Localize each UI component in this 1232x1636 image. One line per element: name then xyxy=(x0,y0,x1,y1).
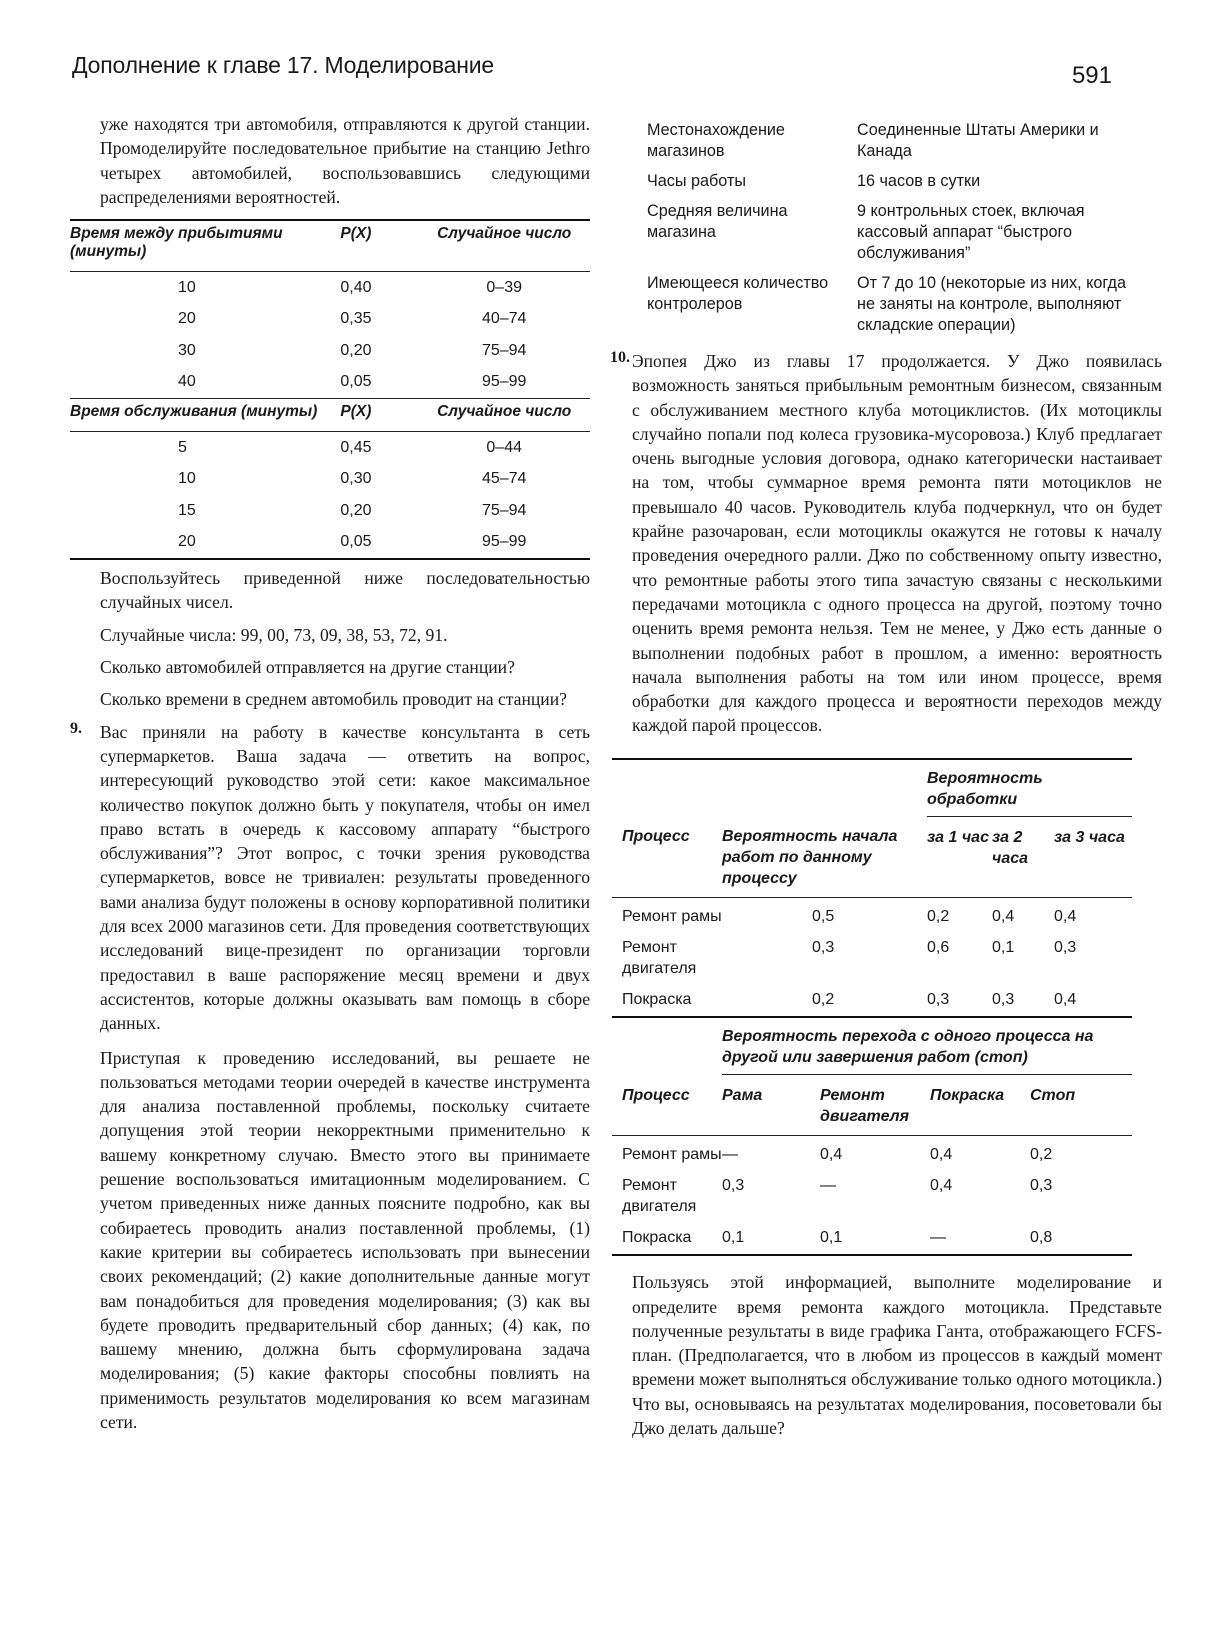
problem-10-paragraph-1: Эпопея Джо из главы 17 продолжается. У Джо появилась возможность заняться прибыльным ремонтным бизнесом, связанным с обслуживанием местного клуба мотоциклистов. (Их мотоциклы случайно попали под колеса грузовика-мусоровоза.) Клуб предлагает очень выгодные условия договора, однако категорически настаивает на том, чтобы суммарное время ремонта пяти мотоциклов не превышало 40 часов. Руководитель клуба подчеркнул, что он будет крайне разочарован, если мотоциклы окажутся не готовы к началу проведения очередного ралли. Джо по собственному опыту известно, что ремонтные работы этого типа зачастую связаны с несколькими передачами мотоцикла с одного процесса на другой, поэтому точно оценить время ремонта нельзя. Тем не менее, у Джо есть данные о выполнении подобных работ в прошлом, а именно: вероятность начала выполнения работы на том или ином процессе, время обработки для каждого процесса и вероятности переходов между каждой парой процессов. xyxy=(632,351,1162,736)
service-col-time: Время обслуживания (минуты) xyxy=(70,403,318,421)
table-cell: Покраска xyxy=(622,991,692,1009)
table-cell: 0,1 xyxy=(722,1229,745,1247)
table-cell: 0,3 xyxy=(992,991,1015,1009)
table-cell: 75–94 xyxy=(481,341,527,359)
store-value: От 7 до 10 (некоторые из них, когда не заняты на контроле, выполняют складские операции) xyxy=(857,274,1126,334)
service-table xyxy=(70,398,590,560)
store-value: 16 часов в сутки xyxy=(857,172,981,190)
table-cell: 95–99 xyxy=(481,373,527,391)
transition-col-stop: Стоп xyxy=(1030,1087,1076,1105)
table-cell: 0,4 xyxy=(930,1146,953,1164)
table-cell: — xyxy=(722,1146,738,1164)
table-cell: 0,5 xyxy=(812,908,835,926)
table-cell: 0,3 xyxy=(927,991,950,1009)
transition-col-frame: Рама xyxy=(722,1087,763,1105)
table-cell: 0,2 xyxy=(1030,1146,1053,1164)
table-cell: 0,3 xyxy=(1054,939,1077,957)
table-cell: 20 xyxy=(178,533,196,551)
table-cell: 0,3 xyxy=(722,1177,745,1195)
table-cell: 0,8 xyxy=(1030,1229,1053,1247)
table-cell: 10 xyxy=(178,470,196,488)
table-cell: 0,05 xyxy=(340,533,372,551)
table-cell: 95–99 xyxy=(481,533,527,551)
transition-group-header: Вероятность перехода с одного процесса на другой или завершения работ (стоп) xyxy=(722,1017,1132,1075)
table-cell: 0,6 xyxy=(927,939,950,957)
transition-col-paint: Покраска xyxy=(930,1087,1005,1105)
arrival-col-px: P(X) xyxy=(340,225,372,243)
store-value: 9 контрольных стоек, включая кассовый аппарат “быстрого обслуживания” xyxy=(857,202,1085,262)
table-cell: — xyxy=(930,1229,946,1247)
table-cell: 5 xyxy=(178,438,187,456)
store-label: Местонахождение магазинов xyxy=(647,121,785,160)
problem-10 xyxy=(610,349,1162,738)
table-cell: 0,3 xyxy=(812,939,835,957)
table-cell: 0–39 xyxy=(486,278,522,296)
table-cell: 0,4 xyxy=(992,908,1015,926)
table-cell: 45–74 xyxy=(481,470,527,488)
table-cell: 15 xyxy=(178,501,196,519)
table-cell: Ремонт рамы xyxy=(622,908,722,926)
table-cell: 0,4 xyxy=(1054,908,1077,926)
table-cell: 0,4 xyxy=(820,1146,843,1164)
question-time-text: Сколько времени в среднем автомобиль проводит на станции? xyxy=(100,689,567,710)
table-cell: 0,1 xyxy=(820,1229,843,1247)
table-cell: 0,05 xyxy=(340,373,372,391)
transition-col-process: Процесс xyxy=(622,1086,690,1104)
arrival-col-rand: Случайное число xyxy=(437,225,572,243)
store-label: Средняя величина магазина xyxy=(647,202,788,241)
table-cell: Ремонт рамы xyxy=(622,1146,722,1164)
right-column xyxy=(610,120,1162,1440)
table-cell: 75–94 xyxy=(481,501,527,519)
problem-9 xyxy=(70,720,590,1435)
use-sequence-text: Воспользуйтесь приведенной ниже последовательностью случайных чисел. xyxy=(100,568,590,613)
table-cell: 30 xyxy=(178,341,196,359)
processing-col-process: Процесс xyxy=(622,828,690,846)
question-cars-text: Сколько автомобилей отправляется на другие станции? xyxy=(100,657,515,678)
processing-col-h1: за 1 час xyxy=(927,828,989,846)
processing-col-h2: за 2 часа xyxy=(992,828,1029,867)
transition-table xyxy=(612,1016,1132,1256)
table-cell: 0,20 xyxy=(340,501,372,519)
table-cell: 20 xyxy=(178,310,196,328)
table-cell: 10 xyxy=(178,278,196,296)
table-cell: 40–74 xyxy=(481,310,527,328)
table-cell: 40 xyxy=(178,373,196,391)
table-cell: 0,1 xyxy=(992,939,1015,957)
table-cell: 0,20 xyxy=(340,341,372,359)
left-column xyxy=(70,112,590,1434)
intro-paragraph: уже находятся три автомобиля, отправляются к другой станции. Промоделируйте последовательное прибытие на станцию Jethro четырех автомобилей, воспользовавшись следующими распределениями вероятностей. xyxy=(100,114,590,207)
table-cell: 0–44 xyxy=(486,438,522,456)
arrival-table xyxy=(70,219,590,398)
table-cell: — xyxy=(820,1177,836,1195)
processing-group-header: Вероятность обработки xyxy=(927,759,1132,817)
table-cell: 0,3 xyxy=(1030,1177,1053,1195)
table-cell: Ремонт двигателя xyxy=(622,1177,697,1216)
table-cell: 0,45 xyxy=(340,438,372,456)
transition-col-engine: Ремонт двигателя xyxy=(820,1087,910,1126)
table-cell: 0,35 xyxy=(340,310,372,328)
table-cell: 0,2 xyxy=(927,908,950,926)
table-cell: 0,30 xyxy=(340,470,372,488)
problem-10-paragraph-2: Пользуясь этой информацией, выполните моделирование и определите время ремонта каждого мотоцикла. Представьте полученные результаты в виде графика Ганта, отображающего FCFS-план. (Предполагается, что в любом из процессов в каждый момент времени может выполняться обслуживание только одного мотоцикла.) Что вы, основываясь на результатах моделирования, посоветовали бы Джо делать дальше? xyxy=(632,1272,1162,1439)
table-cell: 0,4 xyxy=(1054,991,1077,1009)
store-label: Имеющееся количество контролеров xyxy=(647,274,829,313)
arrival-col-time: Время между прибытиями (минуты) xyxy=(70,225,283,261)
table-cell: 0,40 xyxy=(340,278,372,296)
table-cell: Покраска xyxy=(622,1229,692,1247)
processing-table xyxy=(612,758,1132,1017)
processing-col-h3: за 3 часа xyxy=(1054,828,1125,846)
store-label: Часы работы xyxy=(647,172,746,190)
page-number: 591 xyxy=(1071,62,1112,89)
problem-10-number: 10. xyxy=(610,349,630,366)
running-title: Дополнение к главе 17. Моделирование xyxy=(72,52,494,78)
processing-col-start: Вероятность начала работ по данному процессу xyxy=(722,828,898,888)
service-col-px: P(X) xyxy=(340,403,372,421)
problem-9-number: 9. xyxy=(70,719,82,737)
table-cell: Ремонт двигателя xyxy=(622,939,697,978)
store-info-table xyxy=(647,120,1147,345)
table-cell: 0,2 xyxy=(812,991,835,1009)
table-cell: 0,4 xyxy=(930,1177,953,1195)
service-col-rand: Случайное число xyxy=(437,403,572,421)
problem-9-paragraph-1: Вас приняли на работу в качестве консультанта в сеть супермаркетов. Ваша задача — ответить на вопрос, интересующий руководство этой сети: какое максимальное количество покупок должно быть у покупателя, чтобы он имел право встать в очередь к кассовому аппарату “быстрого обслуживания”? Этот вопрос, с точки зрения руководства супермаркетов, вовсе не тривиален: результаты проведенного вами анализа будут положены в основу корпоративной политики для всех 2000 магазинов сети. Для проведения соответствующих исследований вице-президент по организации торговли предоставил в ваше распоряжение месяц времени и двух ассистентов, которые должны оказывать вам помощь в сборе данных. xyxy=(100,721,590,1034)
store-value: Соединенные Штаты Америки и Канада xyxy=(857,121,1099,160)
problem-9-paragraph-2: Приступая к проведению исследований, вы решаете не пользоваться методами теории очередей в качестве инструмента для анализа поставленной проблемы, поскольку считаете допущения этой теории некорректными применительно к вашему конкретному случаю. Вместо этого вы принимаете решение воспользоваться имитационным моделированием. С учетом приведенных ниже данных поясните подробно, как вы собираетесь проводить анализ поставленной проблемы, (1) какие критерии вы собираетесь использовать при вынесении своих рекомендаций; (2) какие дополнительные данные могут вам понадобиться для проведения моделирования; (3) как вы будете проводить предварительный сбор данных; (4) как, по вашему мнению, должна быть сформулирована задача моделирования; (5) какие факторы способны повлиять на применимость результатов моделирования ко всем магазинам сети. xyxy=(100,1047,590,1432)
random-numbers-text: Случайные числа: 99, 00, 73, 09, 38, 53, 72, 91. xyxy=(100,624,448,645)
